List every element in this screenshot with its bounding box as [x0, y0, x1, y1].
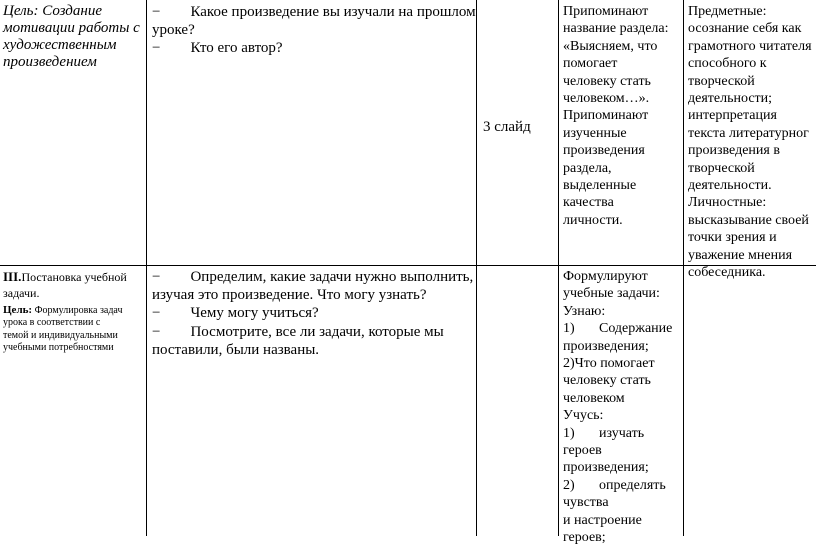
stage-title	[3, 268, 145, 286]
item-text: Содержание	[599, 321, 673, 337]
item-number: 1)	[563, 321, 575, 337]
activity-line: Формулируют	[563, 269, 648, 284]
question-item	[152, 3, 474, 21]
item-number: 2)	[563, 477, 575, 493]
row1-goal-line: художественным	[3, 37, 117, 53]
slide-label: 3 слайд	[483, 119, 531, 135]
dash-bullet: −	[152, 323, 161, 340]
activity-line: человеком…».	[563, 91, 650, 107]
activity-line: героев	[563, 443, 602, 459]
result-line: текста литературног	[688, 125, 809, 141]
activity-line: произведения;	[563, 338, 649, 354]
result-line: творческой	[688, 160, 755, 176]
question-text-cont: изучая это произведение. Что могу узнать?	[152, 287, 427, 304]
activity-line: произведения;	[563, 460, 649, 476]
activity-line: человеком	[563, 390, 625, 406]
result-line: произведения в	[688, 143, 780, 159]
stage-title-text: Постановка учебной	[21, 270, 127, 284]
goal-line: учебными потребностями	[3, 342, 114, 354]
row1-goal-line: Цель: Создание	[3, 3, 102, 19]
row1-questions-cell	[152, 3, 474, 57]
question-item	[152, 304, 474, 322]
activity-line: личности.	[563, 212, 623, 228]
numbered-item	[563, 477, 682, 494]
activity-line: раздела,	[563, 160, 612, 176]
question-item	[152, 323, 474, 341]
row1-activity-cell	[563, 3, 682, 229]
row1-goal-line: произведением	[3, 54, 97, 70]
numbered-item	[563, 320, 682, 337]
col-divider-3	[558, 0, 559, 536]
stage-goal	[3, 304, 145, 317]
activity-line: произведения	[563, 143, 645, 159]
activity-line: качества	[563, 195, 614, 211]
result-line: творческой	[688, 73, 755, 89]
activity-line: 2)Что помогает	[563, 356, 655, 372]
activity-line: помогает	[563, 56, 618, 72]
result-line: уважение мнения	[688, 247, 793, 263]
stage-title-cont: задачи.	[3, 286, 40, 300]
row2-stage-cell	[3, 268, 145, 355]
question-item	[152, 268, 474, 286]
activity-line: Припоминают	[563, 4, 649, 19]
question-text: Чему могу учиться?	[190, 305, 319, 322]
question-text: Определим, какие задачи нужно выполнить,	[190, 269, 474, 285]
question-text: Посмотрите, все ли задачи, которые мы	[190, 323, 444, 340]
activity-line: изученные	[563, 125, 627, 141]
result-line: способного к	[688, 56, 767, 72]
result-line: собеседника.	[688, 265, 766, 281]
goal-line: темой и индивидуальными	[3, 329, 118, 341]
question-text: Кто его автор?	[190, 40, 283, 56]
col-divider-2	[476, 0, 477, 536]
result-line: деятельности.	[688, 178, 772, 194]
row2-questions-cell	[152, 268, 474, 359]
activity-line: выделенные	[563, 178, 637, 194]
goal-label: Цель:	[3, 304, 33, 316]
result-line: интерпретация	[688, 108, 777, 124]
activity-line: «Выясняем, что	[563, 38, 658, 54]
dash-bullet: −	[152, 40, 161, 56]
result-line: осознание себя как	[688, 21, 802, 37]
activity-line: Припоминают	[563, 108, 649, 124]
goal-line: урока в соответствии с	[3, 317, 101, 329]
dash-bullet: −	[152, 269, 161, 285]
activity-line: и настроение	[563, 512, 642, 528]
numbered-item	[563, 425, 682, 442]
stage-number: III.	[3, 269, 22, 284]
activity-line: чувства	[563, 495, 609, 511]
activity-line: героев;	[563, 530, 606, 546]
question-text-cont: уроке?	[152, 22, 195, 38]
item-text: определять	[599, 477, 666, 493]
question-text: Какое произведение вы изучали на прошлом	[190, 4, 476, 20]
row1-goal-cell	[3, 3, 145, 71]
col-divider-4	[683, 0, 684, 536]
activity-line: учебные задачи:	[563, 286, 660, 302]
goal-text: Формулировка задач	[32, 305, 123, 316]
result-line: Предметные:	[688, 4, 767, 19]
row2-activity-cell	[563, 268, 682, 547]
activity-line: Учусь:	[563, 408, 604, 424]
result-line: точки зрения и	[688, 230, 777, 246]
result-line: деятельности;	[688, 91, 773, 107]
col-divider-1	[146, 0, 147, 536]
result-line: Личностные:	[688, 195, 767, 211]
activity-line: человеку стать	[563, 373, 651, 389]
row1-results-cell	[688, 3, 816, 282]
result-line: высказывание своей	[688, 212, 809, 228]
activity-line: название раздела:	[563, 21, 669, 37]
row1-slide-cell	[483, 119, 557, 136]
dash-bullet: −	[152, 305, 161, 322]
activity-line: Узнаю:	[563, 303, 606, 319]
question-item	[152, 39, 474, 57]
question-text-cont: поставили, были названы.	[152, 341, 320, 358]
item-number: 1)	[563, 425, 575, 441]
result-line: грамотного читателя	[688, 38, 812, 54]
activity-line: человеку стать	[563, 73, 651, 89]
dash-bullet: −	[152, 4, 161, 20]
row1-goal-line: мотивации работы с	[3, 20, 140, 36]
item-text: изучать	[599, 425, 645, 441]
